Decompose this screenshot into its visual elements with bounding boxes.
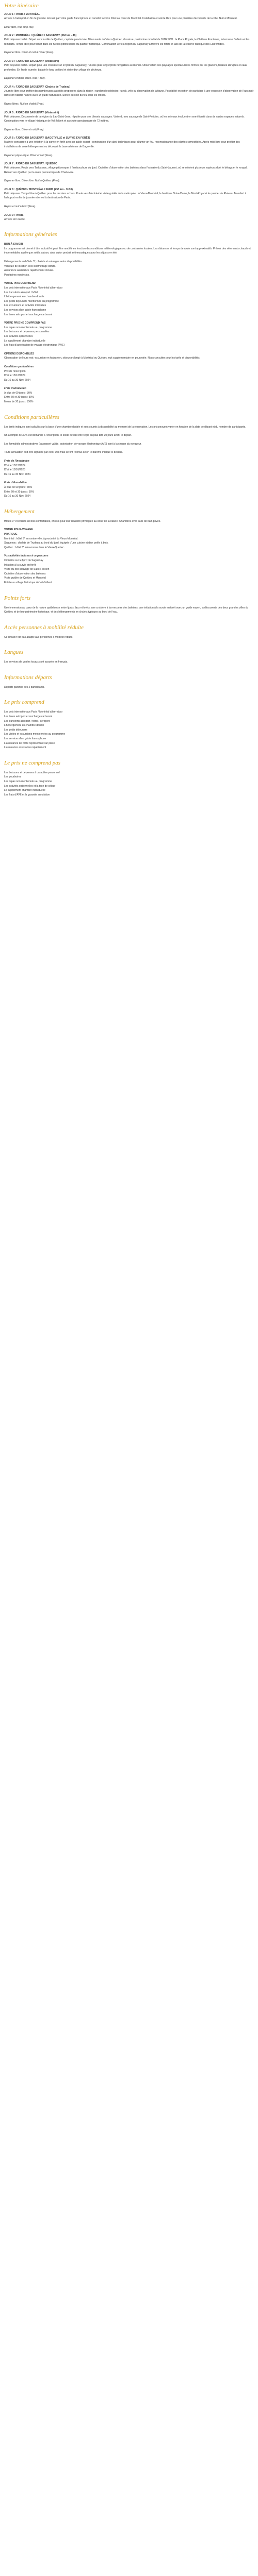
list-item: Les taxes aéroport et surcharge carburant xyxy=(4,313,53,316)
languages-heading: Langues xyxy=(4,649,24,656)
day-title: JOUR 5 : FJORD DU SAGUENAY (Mistassini) xyxy=(4,111,59,114)
conditions-paragraphs xyxy=(4,425,254,455)
day-paragraph: Repas libres. Nuit en chalet (Free). xyxy=(4,102,44,106)
list-item: À plus de 60 jours : 30% xyxy=(4,391,33,395)
list-item: Les activités optionnelles et la taxe de séjour xyxy=(4,784,56,788)
lodging-included-list xyxy=(4,558,254,585)
list-item: Entre 60 et 30 jours : 50% xyxy=(4,396,34,399)
list-item: Du 16 au 30 Nov. 2024 xyxy=(4,378,31,382)
list-item: Le supplément chambre individuelle xyxy=(4,339,45,343)
day-title: JOUR 2 : MONTRÉAL / QUÉBEC / SAGUENAY (362 km - 4h) xyxy=(4,34,77,38)
forfait-list xyxy=(4,391,254,404)
info-lines xyxy=(4,260,254,277)
lodging-paragraphs xyxy=(4,537,254,550)
conditions-paragraph: Les formalités administratives (passeport valide, autorisation de voyage électronique AVE) sont à la charge du voyageur. xyxy=(4,442,142,446)
options-title: OPTIONS DISPONIBLES xyxy=(4,352,34,355)
day-paragraph: Petit déjeuner. Route vers Tadoussac, village pittoresque à l'embouchure du fjord. Croisière d'observation des baleines dans l'estuaire du Saint-Laurent, où se côtoient plusieurs espèces dont le béluga et le rorqual. Retour vers Québec par la route panoramique de Charlevoix. xyxy=(4,166,248,174)
conditions-paragraph: Les tarifs indiqués sont calculés sur la base d'une chambre double et sont soumis à disponibilité au moment de la réservation. Les prix peuvent varier en fonction de la date de départ et du nombre de participants. xyxy=(4,425,246,429)
day-paragraph: Petit déjeuner. Découverte de la région du Lac-Saint-Jean, réputée pour ses bleuets sauvages. Visite du zoo sauvage de Saint-Félicien, où les animaux évoluent en semi-liberté dans de vastes espaces naturels. Continuation vers le village historique de Val-Jalbert et sa chute spectaculaire de 72 mètres. xyxy=(4,115,245,123)
page xyxy=(0,0,258,797)
list-item: D'ici le 15/01/2025 xyxy=(4,468,25,472)
list-item: Le supplément chambre individuelle xyxy=(4,789,45,792)
conditions-dates-list xyxy=(4,464,254,477)
conditions-heading: Conditions particulières xyxy=(4,414,59,420)
list-item: Les transferts aéroport / hôtel xyxy=(4,291,38,294)
lodging-included-title: Vos activités incluses à ce parcours xyxy=(4,554,49,558)
list-item: Les frais d'autorisation de voyage électronique (AVE) xyxy=(4,344,65,347)
itinerary-day xyxy=(4,111,254,132)
info-line: Véhicule de location avec kilométrage illimité. xyxy=(4,264,56,268)
list-item: Du 16 au 30 Nov. 2024 xyxy=(4,472,31,476)
day-paragraph: Petit déjeuner buffet. Départ pour une croisière sur le fjord du Saguenay, l'un des plus longs fjords navigables au monde. Observation des paysages spectaculaires formés par les glaciers, falaises abruptes et eaux profondes. En fin de journée, balade le long du fjord et visite d'un village de pêcheurs. xyxy=(4,63,247,72)
list-item: Visite du zoo sauvage de Saint-Félicien xyxy=(4,568,50,571)
list-item: Les services d'un guide francophone xyxy=(4,737,46,741)
day-paragraph: Petit déjeuner. Temps libre à Québec pour les derniers achats. Route vers Montréal et visite guidée de la métropole : le Vieux-Montréal, la basilique Notre-Dame, le Mont-Royal et le quartier du Plateau. Transfert à l'aéroport en fin de journée et envol à destination de Paris. xyxy=(4,192,247,200)
itinerary-day xyxy=(4,59,254,81)
itinerary-days xyxy=(4,12,254,222)
price-excludes-list xyxy=(4,326,254,348)
day-title: JOUR 7 : FJORD DU SAGUENAY / QUÉBEC xyxy=(4,162,57,166)
departure-text: Départs garantis dès 2 participants. xyxy=(4,685,45,689)
list-item: Entrée au village historique de Val-Jalbert xyxy=(4,581,52,584)
price-excludes-title: VOTRE PRIX NE COMPREND PAS xyxy=(4,321,46,325)
list-item: Les petits déjeuners mentionnés au programme xyxy=(4,299,59,303)
conditions-cancel-title: Frais d'Annulation xyxy=(4,481,27,485)
good-to-know-text: Le programme est donné à titre indicatif et peut être modifié en fonction des conditions météorologiques ou de contraintes locales. Les distances et temps de route sont approximatifs. Prévoir des vêtements chauds et imperméables quelle que soit la saison, ainsi qu'un produit anti-moustiques pour les séjours en été. xyxy=(4,247,251,255)
highlights-text: Une immersion au cœur de la nature québécoise entre fjords, lacs et forêts, une croisière à la rencontre des baleines, une initiation à la survie en forêt avec un guide expert, la découverte des deux grandes villes du Québec et de leur patrimoine historique, et des hébergements en chalets typiques au bord de l'eau. xyxy=(4,606,249,614)
list-item: L'hébergement en chambre double xyxy=(4,295,44,299)
day-paragraph: Arrivée en France. xyxy=(4,217,26,221)
itinerary-day xyxy=(4,33,254,55)
list-item: Entre 60 et 30 jours : 50% xyxy=(4,490,34,494)
good-to-know-title: BON À SAVOIR xyxy=(4,243,23,246)
day-paragraph: Repas et nuit à bord (Free). xyxy=(4,205,36,209)
day-paragraph: Petit déjeuner buffet. Départ vers la ville de Québec, capitale provinciale. Découverte du Vieux-Québec, classé au patrimoine mondial de l'UNESCO : la Place Royale, le Château Frontenac, la terrasse Dufferin et les remparts. Temps libre pour flâner dans les ruelles pittoresques du quartier historique. Continuation vers la région du Saguenay à travers les forêts et lacs de la réserve faunique des Laurentides. xyxy=(4,38,250,46)
day-title: JOUR 8 : QUÉBEC / MONTRÉAL / PARIS (253 km - 3h30) xyxy=(4,188,73,191)
itinerary-day xyxy=(4,188,254,209)
list-item: Initiation à la survie en forêt xyxy=(4,563,36,567)
list-item: D'ici le 15/12/2024 xyxy=(4,464,25,467)
lodging-heading: Hébergement xyxy=(4,508,35,515)
list-item: Les vols internationaux Paris / Montréal aller-retour xyxy=(4,286,63,290)
price-excludes-heading: Le prix ne comprend pas xyxy=(4,759,60,766)
itinerary-day xyxy=(4,136,254,158)
day-paragraph: Arrivée à l'aéroport en fin de journée. Accueil par votre guide francophone et transfert à votre hôtel au cœur de Montréal. Installation et soirée libre pour une première découverte de la ville. Nuit à Montréal. xyxy=(4,17,238,20)
conditions-paragraph: Toute annulation doit être signalée par écrit. Des frais seront retenus selon le barème indiqué ci-dessus. xyxy=(4,451,123,454)
list-item: Les boissons et dépenses à caractère personnel xyxy=(4,771,60,774)
list-item: L'assistance de notre représentant sur place xyxy=(4,741,55,745)
list-item: Les petits déjeuners xyxy=(4,728,27,732)
accessibility-heading: Accès personnes à mobilité réduite xyxy=(4,624,84,631)
conditions-cancel-list xyxy=(4,485,254,499)
price-includes-heading: Le prix comprend xyxy=(4,699,44,706)
forfait-title: Frais d'annulation xyxy=(4,387,26,391)
options-text: Observation de l'ours noir, excursion en hydravion, séjour prolongé à Montréal ou Québec, nuit supplémentaire en pourvoirie. Nous consulter pour les tarifs et disponibilités. xyxy=(4,357,201,360)
price-includes-lines xyxy=(4,710,254,750)
day-title: JOUR 1 : PARIS / MONTRÉAL xyxy=(4,13,40,16)
list-item: Visite guidée de Québec et Montréal xyxy=(4,577,46,580)
lodging-paragraph: Québec : hôtel 3* intra-muros dans le Vieux-Québec. xyxy=(4,546,65,549)
conditions-paragraph: Un acompte de 30% est demandé à l'inscription, le solde devant être réglé au plus tard 30 jours avant le départ. xyxy=(4,434,132,437)
participation-list xyxy=(4,369,254,383)
list-item: Prix de l'inscription xyxy=(4,369,26,373)
list-item: Du 16 au 30 Nov. 2024 xyxy=(4,495,31,498)
day-paragraph: Déjeuner libre. Dîner libre. Nuit à Québec (Free). xyxy=(4,179,60,183)
info-line: Assurance assistance rapatriement incluse. xyxy=(4,269,54,273)
conditions-dates-title: Frais de l'Inscription xyxy=(4,460,29,463)
info-line: Pourboires non inclus. xyxy=(4,273,30,277)
day-paragraph: Dîner libre, Nuit au (Free). xyxy=(4,25,35,29)
list-item: Moins de 30 jours : 100% xyxy=(4,400,34,404)
price-includes-list xyxy=(4,286,254,317)
list-item: Les excursions et activités indiquées xyxy=(4,304,46,308)
participation-title: Conditions particulières xyxy=(4,365,34,368)
day-paragraph: Matinée consacrée à une initiation à la survie en forêt avec un guide expert : construction d'un abri, techniques pour allumer un feu, reconnaissance des plantes comestibles. Après-midi libre pour profiter des installations de votre hébergement ou découvrir la base aérienne de Bagotville. xyxy=(4,141,240,148)
list-item: Les vols internationaux Paris / Montréal aller-retour xyxy=(4,710,63,714)
day-title: JOUR 9 : PARIS xyxy=(4,213,24,217)
highlights-heading: Points forts xyxy=(4,595,31,601)
list-item: L'hébergement en chambre double xyxy=(4,724,44,727)
day-paragraph: Déjeuner libre. Dîner et nuit (Free). xyxy=(4,128,44,131)
languages-text: Les services de guides locaux sont assurés en français. xyxy=(4,660,68,664)
lodging-paragraph: Saguenay : chalets de Trudeau au bord du fjord, équipés d'une cuisine et d'un poêle à bois. xyxy=(4,541,109,545)
itinerary-heading: Votre itinéraire xyxy=(4,3,39,9)
lodging-subtitle: VOTRE POUR-VOYAGE xyxy=(4,528,33,532)
itinerary-day xyxy=(4,85,254,107)
itinerary-day xyxy=(4,213,254,222)
list-item: Les repas non mentionnés au programme xyxy=(4,326,52,329)
list-item: Les visites et excursions mentionnées au programme xyxy=(4,733,66,736)
lodging-intro: Hôtels 3* et chalets en bois confortables, choisis pour leur situation privilégiée au cœur de la nature. Chambres avec salle de bain privée. xyxy=(4,519,161,523)
accessibility-text: Ce circuit n'est pas adapté aux personnes à mobilité réduite. xyxy=(4,635,73,639)
lodging-paragraph: Montréal : hôtel 3* en centre-ville, à proximité du Vieux-Montréal. xyxy=(4,537,78,540)
day-title: JOUR 4 : FJORD DU SAGUENAY (Chalets de Trudeau) xyxy=(4,85,71,89)
day-paragraph: Déjeuner libre. Dîner et nuit à l'hôtel (Free). xyxy=(4,51,54,55)
list-item: À plus de 60 jours : 30% xyxy=(4,486,33,489)
lodging-subtitle-2: PRATIQUE xyxy=(4,532,18,536)
list-item: Les pourboires xyxy=(4,775,22,779)
day-title: JOUR 6 : FJORD DU SAGUENAY (BAGOTVILLE et SURVIE EN FORÊT) xyxy=(4,137,90,140)
price-excludes-lines xyxy=(4,771,254,798)
day-paragraph: Déjeuner et dîner libres. Nuit (Free). xyxy=(4,77,46,80)
list-item: Croisière d'observation des baleines xyxy=(4,572,46,575)
list-item: Croisière sur le fjord du Saguenay xyxy=(4,558,43,562)
list-item: L'assurance assistance rapatriement xyxy=(4,746,46,750)
general-info-heading: Informations générales xyxy=(4,231,57,238)
list-item: D'ici le 15/12/2024 xyxy=(4,374,25,378)
list-item: Les repas non mentionnés au programme xyxy=(4,780,52,783)
list-item: Les services d'un guide francophone xyxy=(4,308,46,312)
departure-heading: Informations départs xyxy=(4,674,52,681)
list-item: Les activités optionnelles xyxy=(4,334,33,338)
list-item: Les boissons et dépenses personnelles xyxy=(4,330,50,334)
day-title: JOUR 3 : FJORD DU SAGUENAY (Mistassini) xyxy=(4,59,59,63)
list-item: Les transferts aéroport / hôtel / aéroport xyxy=(4,719,50,723)
day-paragraph: Journée libre pour profiter des nombreuses activités proposées dans la région : randonnée pédestre, kayak, vélo ou observation de la faune. Possibilité en option de participer à une excursion d'observation de l'ours noir dans son habitat naturel avec un guide naturaliste. Soirée au coin du feu sous les étoiles. xyxy=(4,89,254,97)
itinerary-day xyxy=(4,162,254,183)
list-item: Les taxes aéroport et surcharge carburant xyxy=(4,715,53,719)
info-line: Hébergements en hôtels 3*, chalets et auberges selon disponibilités. xyxy=(4,260,83,264)
list-item: Les frais d'AVE et la garantie annulation xyxy=(4,793,50,796)
day-paragraph: Déjeuner pique-nique. Dîner et nuit (Free). xyxy=(4,154,53,157)
itinerary-day xyxy=(4,12,254,29)
price-includes-title: VOTRE PRIX COMPREND xyxy=(4,282,36,285)
